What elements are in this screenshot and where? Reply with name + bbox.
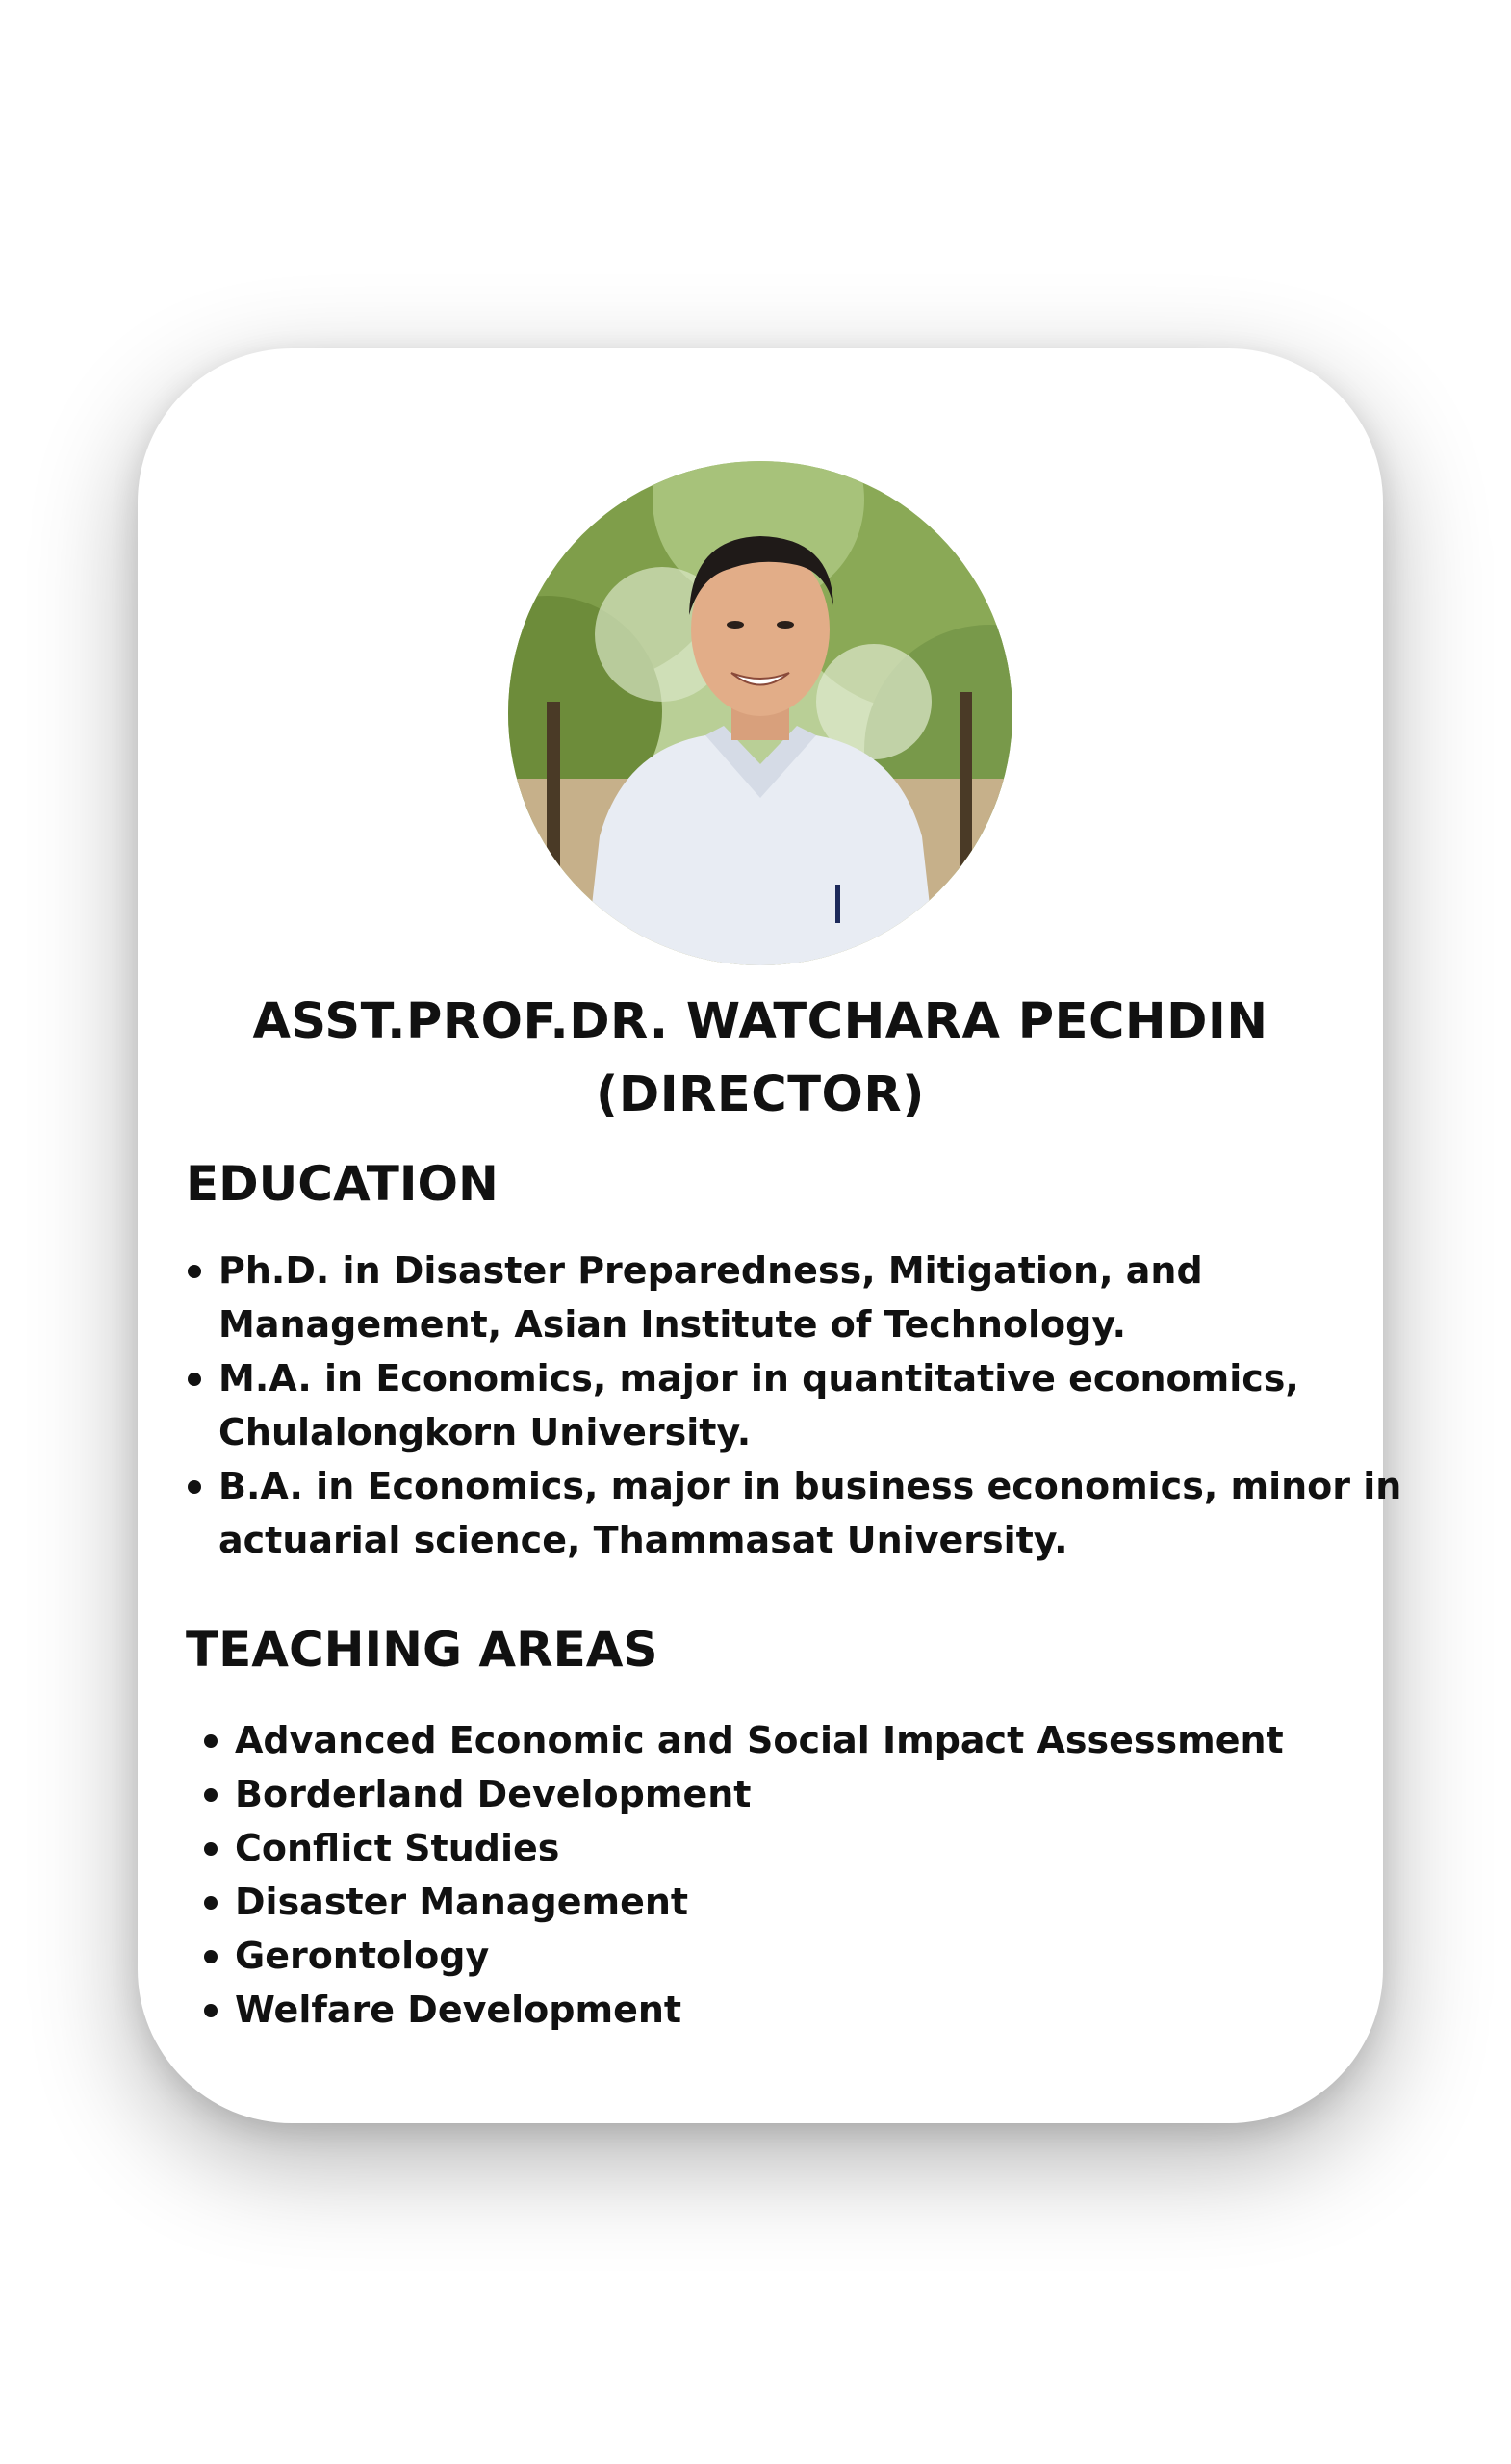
teaching-area-item: Borderland Development (235, 1767, 1293, 1821)
education-item-line: Chulalongkorn University. (218, 1411, 752, 1453)
education-item-line: B.A. in Economics, major in business economics, minor in (218, 1465, 1402, 1507)
education-list (218, 1244, 1402, 1567)
profile-name (138, 986, 1383, 1132)
profile-name-line2: (DIRECTOR) (596, 1066, 925, 1123)
education-item (218, 1459, 1402, 1567)
profile-name-line1: ASST.PROF.DR. WATCHARA PECHDIN (252, 993, 1268, 1050)
profile-photo (508, 461, 1012, 965)
teaching-areas-heading: TEACHING AREAS (186, 1622, 658, 1678)
teaching-area-item: Welfare Development (235, 1983, 1293, 2037)
teaching-area-item: Advanced Economic and Social Impact Assessment (235, 1713, 1293, 1767)
education-item-line: Ph.D. in Disaster Preparedness, Mitigation, and (218, 1249, 1203, 1292)
teaching-area-item: Disaster Management (235, 1875, 1293, 1929)
education-item (218, 1244, 1354, 1351)
education-item-line: M.A. in Economics, major in quantitative economics, (218, 1357, 1299, 1399)
education-item-line: actuarial science, Thammasat University. (218, 1519, 1068, 1561)
education-item (218, 1351, 1354, 1459)
teaching-areas-list (235, 1713, 1293, 2037)
education-heading: EDUCATION (186, 1156, 499, 1212)
profile-card (138, 348, 1402, 2123)
education-item-line: Management, Asian Institute of Technology. (218, 1303, 1127, 1346)
teaching-area-item: Conflict Studies (235, 1821, 1293, 1875)
teaching-area-item: Gerontology (235, 1929, 1293, 1983)
